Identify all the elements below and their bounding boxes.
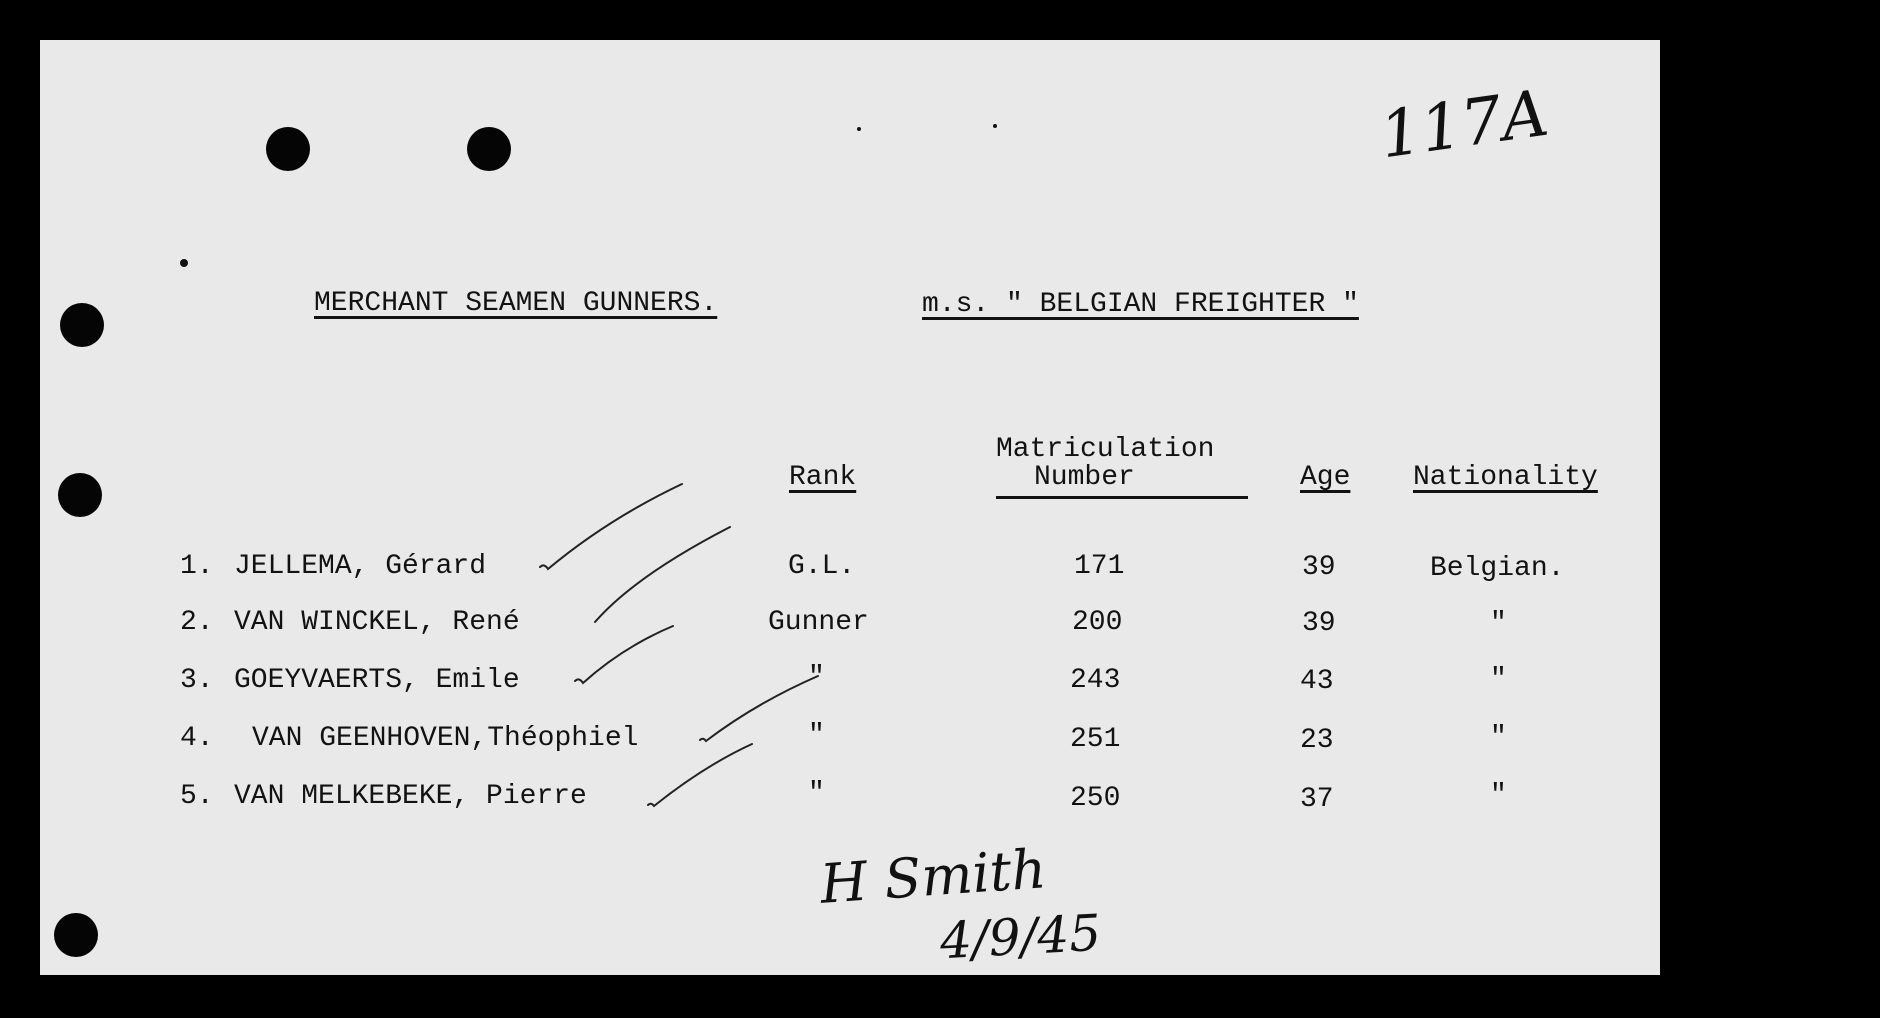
- row-matric: 171: [1074, 551, 1125, 582]
- punch-hole: [58, 473, 102, 517]
- speck: [993, 124, 997, 128]
- column-header-matric-line1: Matriculation: [996, 434, 1215, 465]
- document-card: [40, 40, 1660, 975]
- row-name: VAN WINCKEL, René: [234, 607, 520, 638]
- row-rank: ": [808, 720, 825, 751]
- row-rank: G.L.: [788, 551, 856, 582]
- row-age: 23: [1300, 725, 1334, 756]
- row-name: JELLEMA, Gérard: [234, 551, 487, 582]
- row-age: 39: [1302, 552, 1336, 583]
- row-nationality: ": [1490, 664, 1507, 695]
- row-matric: 250: [1070, 783, 1121, 814]
- row-number: 4.: [180, 723, 214, 754]
- column-header-age: Age: [1300, 462, 1351, 493]
- row-matric: 251: [1070, 724, 1121, 755]
- row-name: VAN MELKEBEKE, Pierre: [234, 781, 587, 812]
- row-matric: 243: [1070, 665, 1121, 696]
- row-number: 1.: [180, 551, 214, 582]
- row-rank: ": [808, 662, 825, 693]
- punch-hole: [54, 913, 98, 957]
- row-nationality: ": [1490, 780, 1507, 811]
- row-nationality: Belgian.: [1430, 553, 1565, 584]
- row-nationality: ": [1490, 608, 1507, 639]
- punch-hole: [60, 303, 104, 347]
- row-rank: ": [808, 778, 825, 809]
- column-header-matric-underline: [996, 496, 1248, 499]
- punch-hole: [266, 127, 310, 171]
- row-name: GOEYVAERTS, Emile: [234, 665, 520, 696]
- column-header-nationality: Nationality: [1413, 462, 1598, 493]
- row-matric: 200: [1072, 607, 1123, 638]
- column-header-matric-line2: Number: [1034, 462, 1135, 493]
- row-age: 37: [1300, 784, 1334, 815]
- row-age: 39: [1302, 608, 1336, 639]
- row-number: 3.: [180, 665, 214, 696]
- signature-date: 4/9/45: [938, 903, 1103, 971]
- heading-left: MERCHANT SEAMEN GUNNERS.: [314, 288, 718, 319]
- row-number: 2.: [180, 607, 214, 638]
- check-mark-icon: [40, 40, 41, 41]
- speck: [180, 259, 188, 267]
- row-name: VAN GEENHOVEN,Théophiel: [252, 723, 639, 754]
- signature: H Smith: [818, 837, 1049, 916]
- column-header-rank: Rank: [789, 462, 857, 493]
- heading-right: m.s. " BELGIAN FREIGHTER ": [922, 289, 1359, 320]
- row-rank: Gunner: [768, 607, 869, 638]
- punch-hole: [467, 127, 511, 171]
- page-number: 117A: [1375, 76, 1553, 174]
- row-number: 5.: [180, 781, 214, 812]
- speck: [857, 127, 861, 131]
- row-nationality: ": [1490, 722, 1507, 753]
- row-age: 43: [1300, 666, 1334, 697]
